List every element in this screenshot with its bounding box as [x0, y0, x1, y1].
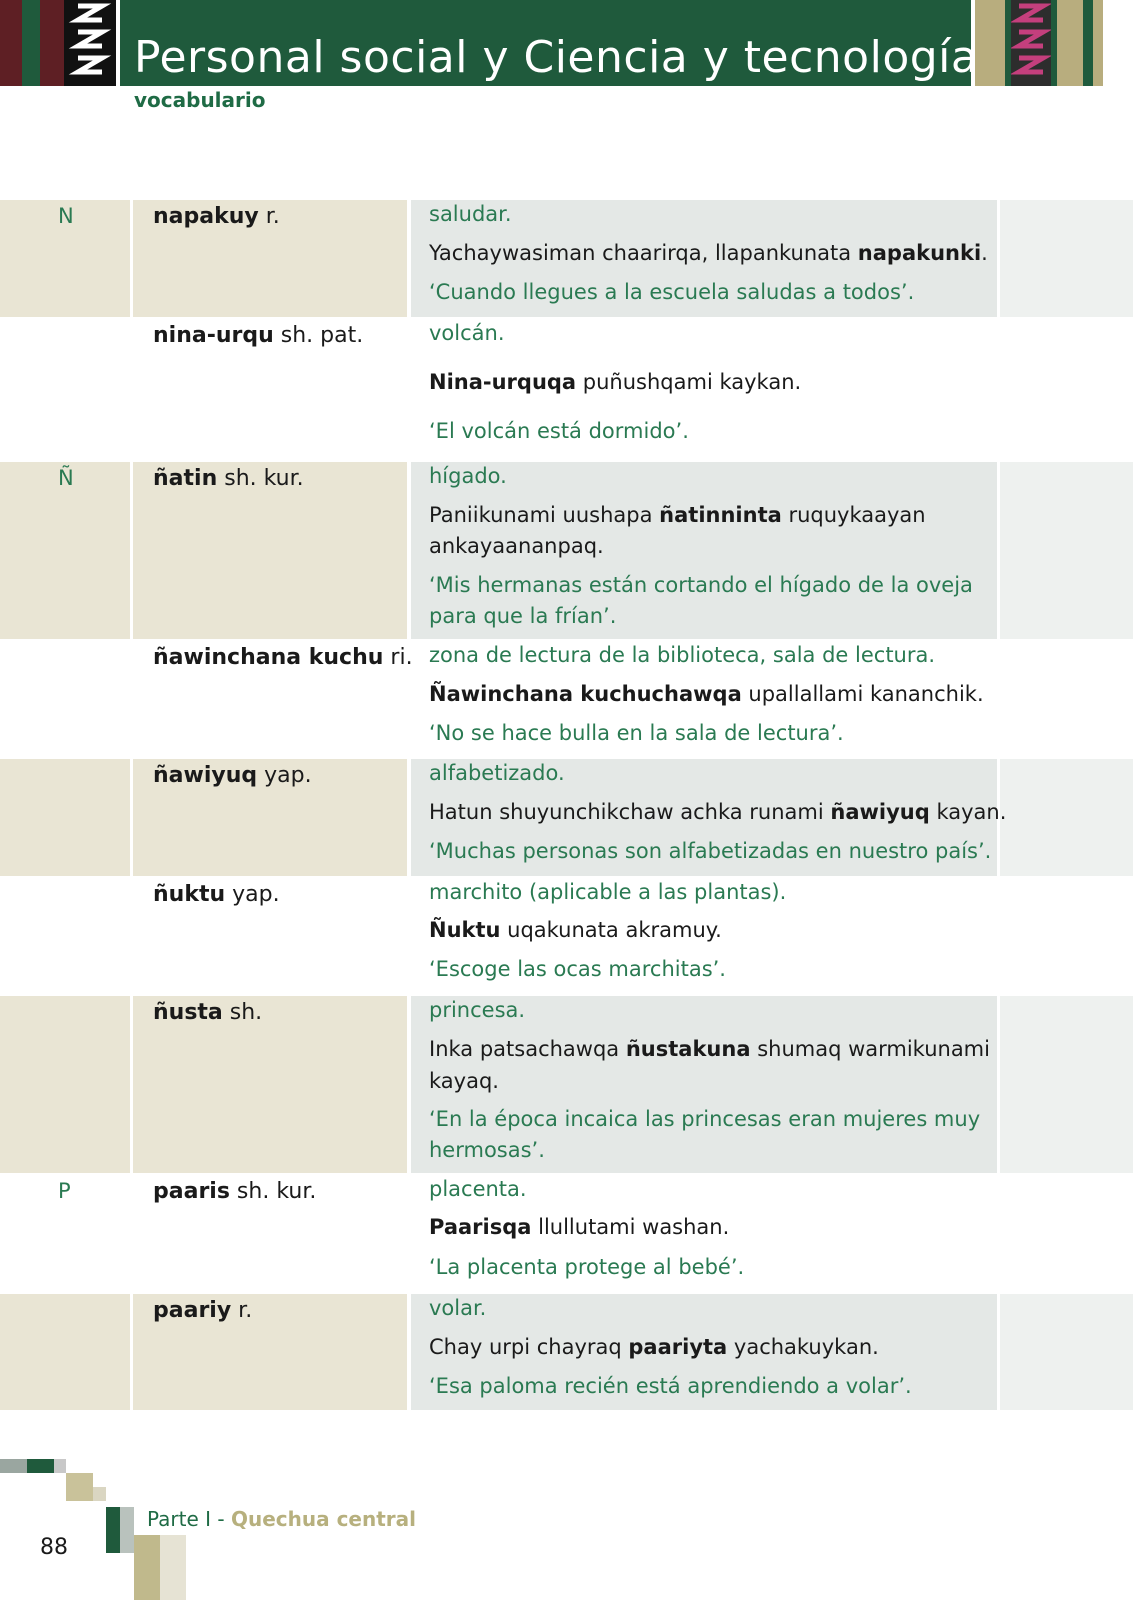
text-fragment: para que la frían’. [429, 604, 617, 628]
table-cell [1000, 996, 1133, 1173]
highlighted-term: Paarisqa [429, 1215, 532, 1239]
example-line [429, 914, 722, 946]
example-line [429, 1033, 990, 1065]
page-subtitle: vocabulario [134, 88, 266, 112]
headword-term: paariy [153, 1298, 232, 1323]
highlighted-term: Ñuktu [429, 918, 501, 942]
definition [429, 198, 512, 230]
text-fragment: ankayaananpaq. [429, 534, 604, 558]
highlighted-term: napakunki [857, 241, 982, 265]
page-header [0, 0, 1133, 86]
text-fragment: Paniikunami uushapa [429, 503, 660, 527]
example-line [429, 366, 801, 398]
headword-term: ñawinchana kuchu [153, 645, 384, 670]
highlighted-term: ñawiyuq [830, 800, 930, 824]
text-fragment: ‘El volcán está dormido’. [429, 419, 689, 443]
text-fragment: Inka patsachawqa [429, 1037, 626, 1061]
part-of-speech: sh. pat. [273, 323, 364, 348]
headword [153, 645, 413, 670]
text-fragment: uqakunata akramuy. [500, 918, 722, 942]
headword-term: ñatin [153, 466, 218, 491]
header-pattern-stripe [1011, 0, 1051, 86]
page-title: Personal social y Ciencia y tecnología [134, 32, 979, 83]
highlighted-term: paariyta [628, 1335, 728, 1359]
definition [429, 876, 786, 908]
text-fragment: yachakuykan. [727, 1335, 879, 1359]
text-fragment: shumaq warmikunami [750, 1037, 990, 1061]
text-fragment: alfabetizado. [429, 761, 565, 785]
text-fragment: volcán. [429, 321, 505, 345]
vocabulary-entry [0, 319, 1133, 460]
table-cell [1000, 200, 1133, 317]
table-cell [0, 319, 130, 460]
definition [429, 1173, 527, 1205]
text-fragment: Hatun shuyunchikchaw achka runami [429, 800, 831, 824]
text-fragment: ‘Muchas personas son alfabetizadas en nuestro país’. [429, 839, 992, 863]
part-of-speech: yap. [257, 763, 312, 788]
header-stripe [0, 0, 22, 86]
headword [153, 204, 280, 229]
text-fragment: hígado. [429, 464, 507, 488]
translation-line [429, 415, 689, 447]
text-fragment: ‘Esa paloma recién está aprendiendo a volar’. [429, 1374, 912, 1398]
definition [429, 460, 507, 492]
footer-part: Parte I - [147, 1507, 231, 1531]
header-stripe [975, 0, 1005, 86]
definition [429, 994, 525, 1026]
table-cell [1000, 462, 1133, 639]
definition [429, 1292, 486, 1324]
vocabulary-entry [0, 996, 1133, 1173]
text-fragment: . [981, 241, 988, 265]
highlighted-term: ñustakuna [625, 1037, 751, 1061]
text-fragment: kayaq. [429, 1069, 499, 1093]
vocabulary-entry [0, 878, 1133, 994]
text-fragment: ‘La placenta protege al bebé’. [429, 1255, 745, 1279]
table-cell [1000, 759, 1133, 876]
text-fragment: ‘Mis hermanas están cortando el hígado de la oveja [429, 573, 973, 597]
entry-letter: Ñ [58, 466, 74, 490]
text-fragment: volar. [429, 1296, 487, 1320]
text-fragment: puñushqami kaykan. [576, 370, 802, 394]
text-fragment: placenta. [429, 1177, 527, 1201]
text-fragment: saludar. [429, 202, 512, 226]
headword [153, 882, 280, 907]
part-of-speech: r. [258, 204, 280, 229]
table-cell [1000, 878, 1133, 994]
text-fragment: llullutami washan. [531, 1215, 730, 1239]
textile-pattern-icon [64, 0, 116, 86]
text-fragment: ‘Escoge las ocas marchitas’. [429, 957, 726, 981]
table-cell [0, 759, 130, 876]
translation-line [429, 1134, 545, 1166]
part-of-speech: sh. [222, 1000, 263, 1025]
highlighted-term: Ñawinchana kuchuchawqa [429, 682, 742, 706]
text-fragment: ‘Cuando llegues a la escuela saludas a todos’. [429, 280, 915, 304]
text-fragment: marchito (aplicable a las plantas). [429, 880, 787, 904]
page-number: 88 [40, 1535, 68, 1560]
translation-line [429, 717, 844, 749]
vocabulary-entry [0, 1175, 1133, 1292]
definition [429, 317, 505, 349]
translation-line [429, 835, 991, 867]
headword-term: ñawiyuq [153, 763, 258, 788]
example-line [429, 1065, 499, 1097]
example-line [429, 796, 1006, 828]
example-line [429, 237, 988, 269]
table-cell [0, 1294, 130, 1410]
example-line [429, 1211, 729, 1243]
table-cell [0, 641, 130, 757]
text-fragment: upallallami kananchik. [741, 682, 984, 706]
vocabulary-entry [0, 759, 1133, 876]
example-line [429, 678, 984, 710]
text-fragment: Yachaywasiman chaarirqa, llapankunata [429, 241, 858, 265]
table-cell [1000, 1294, 1133, 1410]
footer-section: Quechua central [230, 1507, 417, 1531]
header-stripe [1057, 0, 1083, 86]
header-stripe [40, 0, 64, 86]
translation-line [429, 1370, 912, 1402]
text-fragment: hermosas’. [429, 1138, 545, 1162]
example-line [429, 530, 604, 562]
table-cell [1000, 1175, 1133, 1292]
translation-line [429, 1103, 980, 1135]
header-stripe [1093, 0, 1103, 86]
translation-line [429, 276, 914, 308]
table-cell [1000, 319, 1133, 460]
part-of-speech: r. [231, 1298, 253, 1323]
vocabulary-entry [0, 462, 1133, 639]
translation-line [429, 1251, 744, 1283]
headword [153, 323, 363, 348]
text-fragment: Chay urpi chayraq [429, 1335, 629, 1359]
headword-term: paaris [153, 1179, 230, 1204]
headword-term: napakuy [153, 204, 259, 229]
footer-label [147, 1507, 416, 1531]
table-cell [0, 878, 130, 994]
entry-letter: N [58, 204, 74, 228]
translation-line [429, 569, 973, 601]
part-of-speech: sh. kur. [229, 1179, 317, 1204]
highlighted-term: ñatinninta [659, 503, 782, 527]
headword [153, 1298, 252, 1323]
example-line [429, 1331, 879, 1363]
headword [153, 466, 304, 491]
text-fragment: ‘En la época incaica las princesas eran mujeres muy [429, 1107, 981, 1131]
table-cell [0, 996, 130, 1173]
translation-line [429, 600, 616, 632]
text-fragment: zona de lectura de la biblioteca, sala de lectura. [429, 643, 936, 667]
definition [429, 757, 565, 789]
headword-term: ñuktu [153, 882, 226, 907]
headword-term: ñusta [153, 1000, 223, 1025]
headword [153, 1179, 316, 1204]
header-stripe [22, 0, 40, 86]
vocabulary-entry [0, 1294, 1133, 1410]
text-fragment: ruquykaayan [781, 503, 926, 527]
entry-letter: P [58, 1179, 71, 1203]
part-of-speech: sh. kur. [217, 466, 304, 491]
translation-line [429, 953, 726, 985]
text-fragment: kayan. [929, 800, 1007, 824]
example-line [429, 499, 926, 531]
vocabulary-entry [0, 641, 1133, 757]
table-cell [1000, 641, 1133, 757]
textile-pattern-icon [1011, 0, 1051, 86]
text-fragment: princesa. [429, 998, 526, 1022]
part-of-speech: yap. [225, 882, 280, 907]
header-pattern-stripe [64, 0, 116, 86]
part-of-speech: ri. [383, 645, 413, 670]
vocabulary-entry [0, 200, 1133, 317]
headword [153, 1000, 262, 1025]
header-stripe [1083, 0, 1093, 86]
headword-term: nina-urqu [153, 323, 274, 348]
highlighted-term: Nina-urquqa [429, 370, 577, 394]
headword [153, 763, 312, 788]
text-fragment: ‘No se hace bulla en la sala de lectura’. [429, 721, 844, 745]
definition [429, 639, 935, 671]
